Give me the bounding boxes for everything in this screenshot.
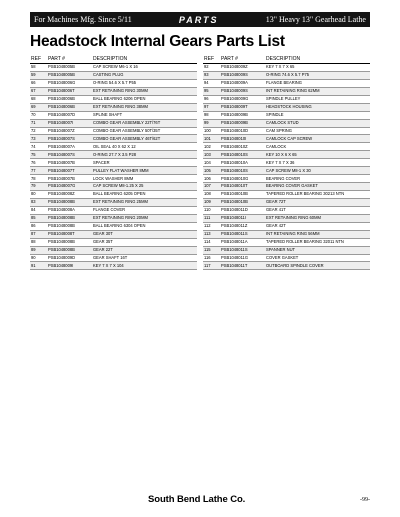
table-row: [30, 95, 197, 103]
part-ref-cell: 86: [30, 222, 47, 230]
part-description-cell: BALL BEARING 6304 OPEN: [92, 222, 197, 230]
part-number-cell: PSB1048007D: [47, 111, 92, 119]
part-description-cell: HEADSTOCK HOUSING: [265, 103, 370, 111]
part-description-cell: CAP SCREW M8-1.25 X 25: [92, 183, 197, 191]
part-ref-cell: 74: [30, 143, 47, 151]
part-description-cell: COMBO GEAR ASSEMBLY 50T/35T: [92, 127, 197, 135]
part-description-cell: COVER GASKET: [265, 254, 370, 262]
part-number-cell: PSB1048006G: [47, 79, 92, 87]
part-number-cell: PSB1048010Z: [220, 143, 265, 151]
table-row: [30, 79, 197, 87]
part-number-cell: PSB1048010I: [220, 135, 265, 143]
parts-table-left: [30, 55, 197, 270]
part-description-cell: OIL SEAL 40 X 62 X 12: [92, 143, 197, 151]
part-number-cell: PSB1048011A: [220, 238, 265, 246]
table-row: [30, 175, 197, 183]
table-row: [30, 143, 197, 151]
part-description-cell: FLANGE COVER: [92, 206, 197, 214]
part-description-cell: COMBO GEAR ASSEMBLY 46T/62T: [92, 135, 197, 143]
table-row: [203, 151, 370, 159]
part-ref-cell: 68: [30, 95, 47, 103]
part-number-cell: PSB1048009S: [220, 87, 265, 95]
part-number-cell: PSB1048009B: [220, 119, 265, 127]
table-header-row: [203, 55, 370, 64]
part-description-cell: BEARING COVER GASKET: [265, 183, 370, 191]
part-description-cell: CAMLOCK CAP SCREW: [265, 135, 370, 143]
part-number-cell: PSB1048010D: [220, 127, 265, 135]
part-number-cell: PSB1048007S: [47, 151, 92, 159]
part-description-cell: EXT RETAINING RING 25MM: [92, 198, 197, 206]
part-ref-cell: 100: [203, 127, 220, 135]
part-number-cell: PSB1048011Z: [220, 222, 265, 230]
part-ref-cell: 108: [203, 191, 220, 199]
header-bar: [30, 12, 370, 27]
part-ref-cell: 96: [203, 95, 220, 103]
part-ref-cell: 109: [203, 198, 220, 206]
part-description-cell: BALL BEARING 6205 OPEN: [92, 191, 197, 199]
part-description-cell: EXT RETAINING RING 20MM: [92, 214, 197, 222]
part-description-cell: O-RING 74.6 X 5.7 P75: [265, 71, 370, 79]
part-description-cell: TAPERED ROLLER BEARING 32011 NTN: [265, 238, 370, 246]
part-ref-cell: 105: [203, 167, 220, 175]
part-description-cell: GEAR 41T: [265, 206, 370, 214]
part-number-cell: PSB1048009A: [220, 79, 265, 87]
part-ref-cell: 113: [203, 230, 220, 238]
part-number-cell: PSB1048007B: [47, 159, 92, 167]
part-number-cell: PSB1048007T: [47, 167, 92, 175]
part-description-cell: CAMLOCK STUD: [265, 119, 370, 127]
table-row: [30, 206, 197, 214]
table-row: [30, 214, 197, 222]
table-row: [30, 254, 197, 262]
part-description-cell: EXT RETAINING RING 60MM: [265, 214, 370, 222]
part-ref-cell: 66: [30, 79, 47, 87]
table-row: [30, 119, 197, 127]
column-header-ref: REF: [30, 55, 47, 64]
part-number-cell: PSB1048010T: [220, 183, 265, 191]
part-number-cell: PSB1048010B: [220, 191, 265, 199]
table-row: [203, 95, 370, 103]
table-row: [203, 198, 370, 206]
part-description-cell: CAM SPRING: [265, 127, 370, 135]
part-ref-cell: 94: [203, 79, 220, 87]
table-row: [203, 246, 370, 254]
part-number-cell: PSB1048010B: [220, 198, 265, 206]
table-row: [203, 143, 370, 151]
column-header-part: PART #: [220, 55, 265, 64]
part-ref-cell: 93: [203, 71, 220, 79]
part-description-cell: CAMLOCK: [265, 143, 370, 151]
part-description-cell: LOCK WASHER 8MM: [92, 175, 197, 183]
part-number-cell: PSB1048009Z: [220, 64, 265, 72]
table-header-row: [30, 55, 197, 64]
part-ref-cell: 76: [30, 159, 47, 167]
table-row: [30, 135, 197, 143]
part-description-cell: SPANNER NUT: [265, 246, 370, 254]
table-row: [30, 222, 197, 230]
part-number-cell: PSB1048009S: [220, 71, 265, 79]
part-number-cell: PSB1048007A: [47, 143, 92, 151]
part-description-cell: INT RETAINING RING 56MM: [265, 230, 370, 238]
part-number-cell: PSB1048007S: [47, 135, 92, 143]
part-number-cell: PSB1048010S: [220, 167, 265, 175]
part-ref-cell: 70: [30, 111, 47, 119]
part-ref-cell: 80: [30, 191, 47, 199]
part-ref-cell: 58: [30, 64, 47, 72]
part-number-cell: PSB1048005B: [47, 64, 92, 72]
part-ref-cell: 102: [203, 143, 220, 151]
part-description-cell: GEAR 42T: [265, 222, 370, 230]
table-row: [203, 262, 370, 270]
part-ref-cell: 115: [203, 246, 220, 254]
part-description-cell: GEAR 22T: [92, 246, 197, 254]
part-ref-cell: 90: [30, 254, 47, 262]
part-description-cell: SPLINE SHAFT: [92, 111, 197, 119]
table-row: [30, 159, 197, 167]
part-number-cell: PSB1048006B: [47, 95, 92, 103]
table-row: [30, 246, 197, 254]
column-header-description: DESCRIPTION: [92, 55, 197, 64]
part-ref-cell: 72: [30, 127, 47, 135]
header-model-name: 13" Heavy 13" Gearhead Lathe: [265, 15, 366, 24]
part-description-cell: FLANGE BEARING: [265, 79, 370, 87]
part-number-cell: PSB1048006T: [47, 87, 92, 95]
part-number-cell: PSB1048011I: [220, 214, 265, 222]
table-row: [203, 206, 370, 214]
table-row: [30, 198, 197, 206]
part-ref-cell: 107: [203, 183, 220, 191]
table-row: [203, 127, 370, 135]
part-ref-cell: 71: [30, 119, 47, 127]
part-description-cell: GEAR 35T: [92, 238, 197, 246]
header-machines-note: For Machines Mfg. Since 5/11: [34, 15, 132, 24]
part-description-cell: SPINDLE PULLEY: [265, 95, 370, 103]
part-description-cell: SPINDLE: [265, 111, 370, 119]
table-row: [203, 159, 370, 167]
part-number-cell: PSB1048010A: [220, 159, 265, 167]
part-ref-cell: 67: [30, 87, 47, 95]
part-description-cell: KEY 7 X 7 X 36: [265, 159, 370, 167]
column-header-description: DESCRIPTION: [265, 55, 370, 64]
part-ref-cell: 117: [203, 262, 220, 270]
table-row: [30, 127, 197, 135]
part-ref-cell: 101: [203, 135, 220, 143]
part-number-cell: PSB1048008A: [47, 206, 92, 214]
part-description-cell: KEY 7 X 7 X 65: [265, 64, 370, 72]
table-row: [203, 71, 370, 79]
part-ref-cell: 111: [203, 214, 220, 222]
page-number: -99-: [360, 497, 370, 503]
part-number-cell: PSB1048008B: [47, 238, 92, 246]
table-row: [30, 230, 197, 238]
table-row: [203, 87, 370, 95]
part-number-cell: PSB1048009T: [220, 103, 265, 111]
column-header-part: PART #: [47, 55, 92, 64]
part-number-cell: PSB1048007I: [47, 119, 92, 127]
part-description-cell: INT RETAINING RING 62MM: [265, 87, 370, 95]
table-row: [203, 64, 370, 72]
part-description-cell: EXT RETAINING RING 38MM: [92, 103, 197, 111]
table-row: [30, 183, 197, 191]
part-description-cell: TAPERED ROLLER BEARING 30213 NTN: [265, 191, 370, 199]
part-ref-cell: 91: [30, 262, 47, 270]
part-ref-cell: 112: [203, 222, 220, 230]
footer-brand: South Bend Lathe Co.: [148, 494, 246, 505]
part-ref-cell: 92: [203, 64, 220, 72]
part-ref-cell: 104: [203, 159, 220, 167]
table-row: [203, 135, 370, 143]
part-number-cell: PSB1048011G: [220, 254, 265, 262]
table-row: [30, 111, 197, 119]
part-number-cell: PSB1048011D: [220, 206, 265, 214]
part-description-cell: KEY 10 X 6 X 65: [265, 151, 370, 159]
part-number-cell: PSB1048008B: [47, 198, 92, 206]
table-row: [203, 254, 370, 262]
part-ref-cell: 83: [30, 198, 47, 206]
part-ref-cell: 103: [203, 151, 220, 159]
part-ref-cell: 99: [203, 119, 220, 127]
part-description-cell: SPACER: [92, 159, 197, 167]
table-row: [203, 214, 370, 222]
part-description-cell: CAP SCREW M6-1 X 16: [92, 64, 197, 72]
table-row: [30, 87, 197, 95]
part-number-cell: PSB1048008B: [47, 246, 92, 254]
part-description-cell: O-RING 54.6 X 5.7 P55: [92, 79, 197, 87]
part-description-cell: GEAR 30T: [92, 230, 197, 238]
part-ref-cell: 106: [203, 175, 220, 183]
table-row: [203, 103, 370, 111]
part-number-cell: PSB1048007G: [47, 183, 92, 191]
part-description-cell: O-RING 27.7 X 3.5 P28: [92, 151, 197, 159]
part-description-cell: BEARING COVER: [265, 175, 370, 183]
table-row: [30, 103, 197, 111]
part-ref-cell: 97: [203, 103, 220, 111]
part-description-cell: PULLEY FLAT WASHER 8MM: [92, 167, 197, 175]
header-section-label: PARTS: [178, 14, 219, 25]
part-ref-cell: 77: [30, 167, 47, 175]
part-ref-cell: 89: [30, 246, 47, 254]
part-number-cell: PSB1048011T: [220, 262, 265, 270]
column-header-ref: REF: [203, 55, 220, 64]
part-ref-cell: 69: [30, 103, 47, 111]
table-row: [30, 151, 197, 159]
part-ref-cell: 98: [203, 111, 220, 119]
parts-table-right: [203, 55, 370, 270]
part-number-cell: PSB1048009B: [220, 111, 265, 119]
part-ref-cell: 73: [30, 135, 47, 143]
part-description-cell: BALL BEARING 6206 OPEN: [92, 95, 197, 103]
part-number-cell: PSB1048008B: [47, 214, 92, 222]
part-number-cell: PSB1048008B: [47, 222, 92, 230]
table-row: [30, 262, 197, 270]
table-row: [30, 64, 197, 72]
part-description-cell: CASTING PLUG: [92, 71, 197, 79]
part-number-cell: PSB1048008T: [47, 230, 92, 238]
part-description-cell: KEY 7 X 7 X 104: [92, 262, 197, 270]
part-ref-cell: 88: [30, 238, 47, 246]
page-title: Headstock Internal Gears Parts List: [30, 33, 285, 50]
part-number-cell: PSB1048011S: [220, 246, 265, 254]
part-description-cell: COMBO GEAR ASSEMBLY 22T/76T: [92, 119, 197, 127]
table-row: [30, 167, 197, 175]
part-description-cell: EXT RETAINING RING 30MM: [92, 87, 197, 95]
table-row: [203, 230, 370, 238]
parts-table-left-body: [30, 64, 197, 270]
part-number-cell: PSB1048007B: [47, 175, 92, 183]
part-number-cell: PSB1048007Z: [47, 127, 92, 135]
part-number-cell: PSB1048005B: [47, 71, 92, 79]
part-ref-cell: 79: [30, 183, 47, 191]
table-row: [203, 111, 370, 119]
table-row: [203, 119, 370, 127]
part-ref-cell: 75: [30, 151, 47, 159]
table-row: [30, 238, 197, 246]
table-row: [203, 238, 370, 246]
part-number-cell: PSB1048010S: [220, 151, 265, 159]
part-number-cell: PSB1048009G: [220, 95, 265, 103]
part-description-cell: CAP SCREW M8-1 X 30: [265, 167, 370, 175]
table-row: [30, 71, 197, 79]
part-ref-cell: 59: [30, 71, 47, 79]
part-number-cell: PSB1048011S: [220, 230, 265, 238]
table-row: [203, 222, 370, 230]
table-row: [203, 191, 370, 199]
part-description-cell: GEAR 72T: [265, 198, 370, 206]
table-row: [203, 175, 370, 183]
part-ref-cell: 78: [30, 175, 47, 183]
table-row: [203, 167, 370, 175]
part-ref-cell: 84: [30, 206, 47, 214]
part-number-cell: PSB1048010G: [220, 175, 265, 183]
part-ref-cell: 87: [30, 230, 47, 238]
part-ref-cell: 95: [203, 87, 220, 95]
part-ref-cell: 116: [203, 254, 220, 262]
part-number-cell: PSB1048009I: [47, 262, 92, 270]
part-number-cell: PSB1048009D: [47, 254, 92, 262]
part-number-cell: PSB1048008Z: [47, 191, 92, 199]
parts-table-right-body: [203, 64, 370, 270]
part-description-cell: OUTBOARD SPINDLE COVER: [265, 262, 370, 270]
part-description-cell: GEAR SHAFT 16T: [92, 254, 197, 262]
part-ref-cell: 110: [203, 206, 220, 214]
part-ref-cell: 114: [203, 238, 220, 246]
table-row: [203, 79, 370, 87]
table-row: [203, 183, 370, 191]
part-ref-cell: 85: [30, 214, 47, 222]
part-number-cell: PSB1048006B: [47, 103, 92, 111]
table-row: [30, 191, 197, 199]
